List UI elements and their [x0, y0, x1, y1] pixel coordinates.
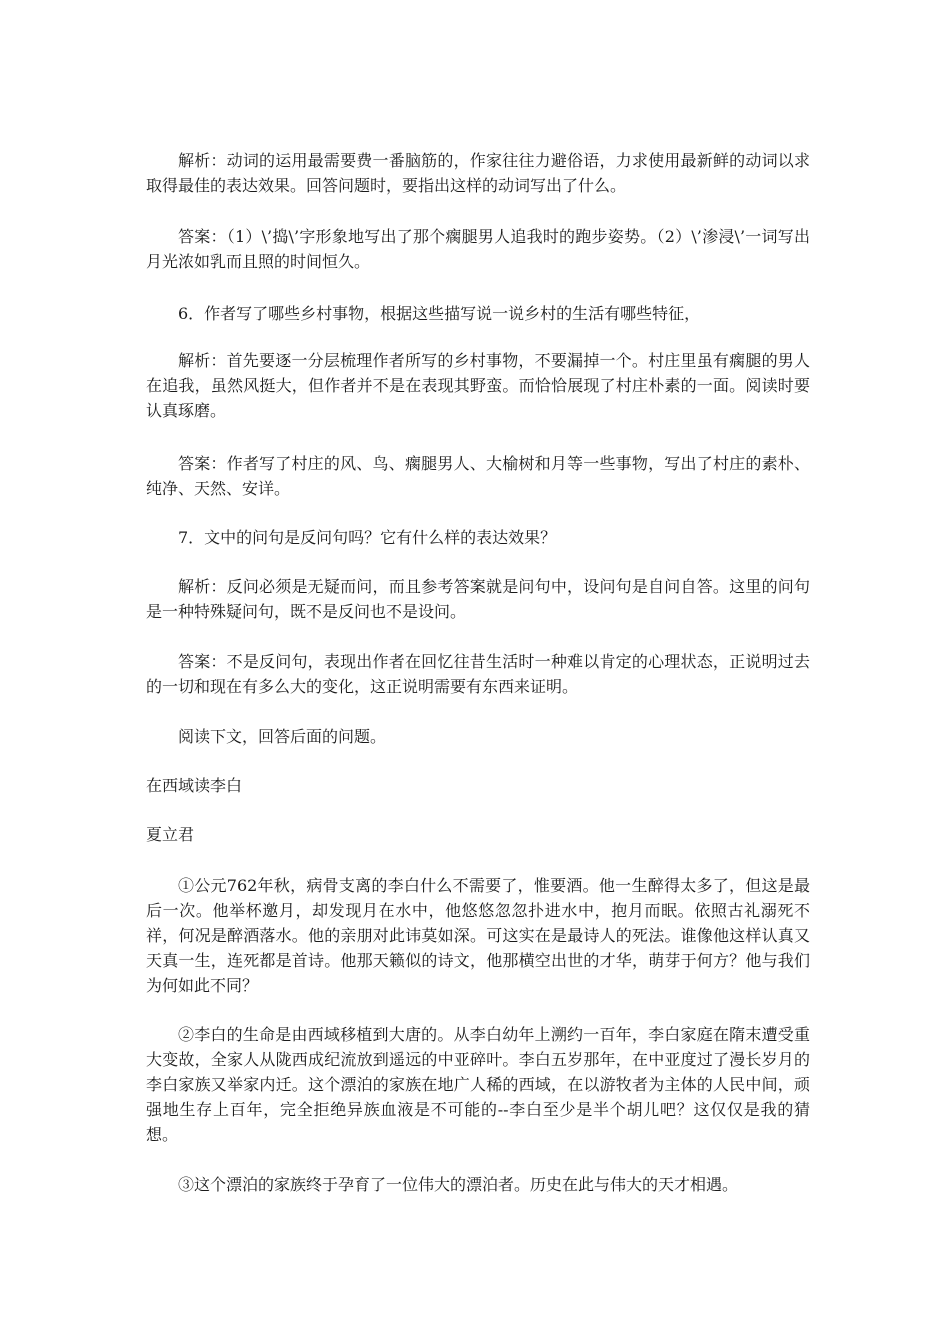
reading-instruction: 阅读下文，回答后面的问题。	[178, 727, 387, 746]
analysis-paragraph-verbs: 解析：动词的运用最需要费一番脑筋的，作家往往力避俗语，力求使用最新鲜的动词以求取得最佳的表达效果。回答问题时，要指出这样的动词写出了什么。	[146, 151, 810, 195]
analysis-paragraph-q6: 解析：首先要逐一分层梳理作者所写的乡村事物，不要漏掉一个。村庄里虽有瘸腿的男人在追我，虽然风挺大，但作者并不是在表现其野蛮。而恰恰展现了村庄朴素的一面。阅读时要认真琢磨。	[146, 351, 810, 420]
article-paragraph-1: ①公元762年秋，病骨支离的李白什么不需要了，惟要酒。他一生醉得太多了，但这是最后一次。他举杯邀月，却发现月在水中，他悠悠忽忽扑进水中，抱月而眠。依照古礼溺死不祥，何况是醉酒落水。他的亲朋对此讳莫如深。可这实在是最诗人的死法。谁像他这样认真又天真一生，连死都是首诗。他那天籁似的诗文，他那横空出世的才华，萌芽于何方？他与我们为何如此不同？	[146, 876, 810, 995]
article-paragraph-3: ③这个漂泊的家族终于孕育了一位伟大的漂泊者。历史在此与伟大的天才相遇。	[178, 1175, 739, 1194]
article-paragraph-2: ②李白的生命是由西域移植到大唐的。从李白幼年上溯约一百年，李白家庭在隋末遭受重大变故，全家人从陇西成纪流放到遥远的中亚碎叶。李白五岁那年，在中亚度过了漫长岁月的李白家族又举家内迁。这个漂泊的家族在地广人稀的西域，在以游牧者为主体的人民中间，顽强地生存上百年，完全拒绝异族血液是不可能的--李白至少是半个胡儿吧？这仅仅是我的猜想。	[146, 1025, 810, 1144]
answer-paragraph-q6: 答案：作者写了村庄的风、鸟、瘸腿男人、大榆树和月等一些事物，写出了村庄的素朴、纯净、天然、安详。	[146, 454, 810, 498]
question-7: 7．文中的问句是反问句吗？它有什么样的表达效果？	[178, 528, 557, 547]
article-title: 在西域读李白	[146, 776, 243, 795]
question-6: 6．作者写了哪些乡村事物，根据这些描写说一说乡村的生活有哪些特征，	[178, 304, 701, 323]
answer-paragraph-verbs: 答案：（1）\’捣\’字形象地写出了那个瘸腿男人追我时的跑步姿势。（2）\’渗浸\’一词写出月光浓如乳而且照的时间恒久。	[146, 227, 810, 271]
answer-paragraph-q7: 答案：不是反问句，表现出作者在回忆往昔生活时一种难以肯定的心理状态，正说明过去的一切和现在有多么大的变化，这正说明需要有东西来证明。	[146, 652, 810, 696]
analysis-paragraph-q7: 解析：反问必须是无疑而问，而且参考答案就是问句中，设问句是自问自答。这里的问句是一种特殊疑问句，既不是反问也不是设问。	[146, 577, 810, 621]
article-author: 夏立君	[146, 825, 195, 844]
